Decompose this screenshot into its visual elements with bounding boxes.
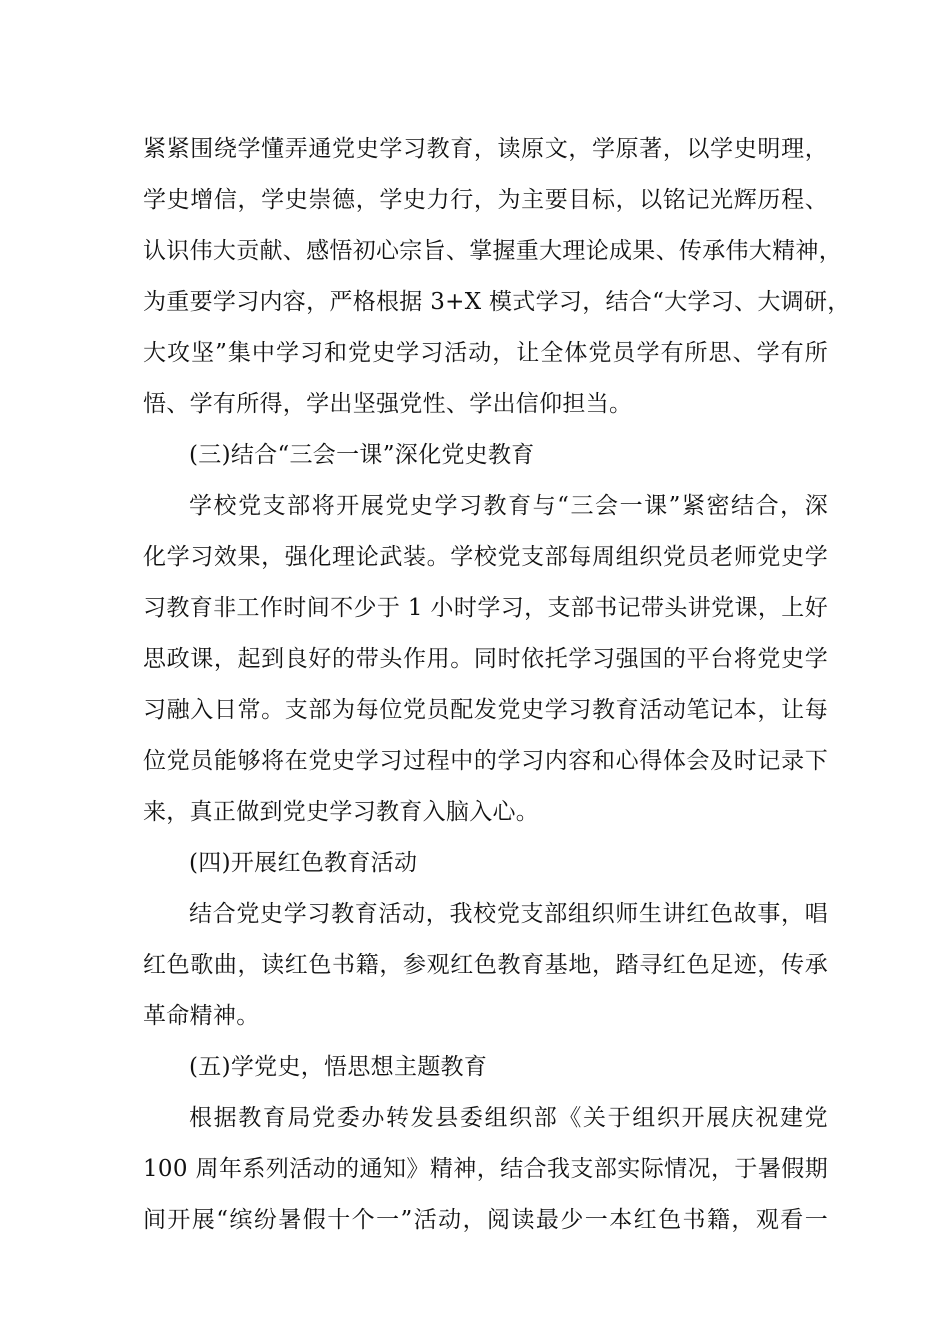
section-heading: (五)学党史，悟思想主题教育 (189, 1054, 488, 1080)
section-heading: (四)开展红色教育活动 (189, 850, 418, 876)
paragraph-line: 学史增信，学史崇德，学史力行，为主要目标，以铭记光辉历程、 (143, 187, 828, 213)
paragraph-line: 100 周年系列活动的通知》精神，结合我支部实际情况，于暑假期 (143, 1156, 828, 1182)
paragraph-line: 习融入日常。支部为每位党员配发党史学习教育活动笔记本，让每 (143, 697, 828, 723)
paragraph-line: 根据教育局党委办转发县委组织部《关于组织开展庆祝建党 (189, 1105, 828, 1131)
paragraph-line: 大攻坚”集中学习和党史学习活动，让全体党员学有所思、学有所 (143, 340, 828, 366)
paragraph-line: 结合党史学习教育活动，我校党支部组织师生讲红色故事，唱 (189, 901, 828, 927)
document-body (143, 128, 851, 1250)
paragraph-line: 化学习效果，强化理论武装。学校党支部每周组织党员老师党史学 (143, 544, 828, 570)
paragraph-line: 习教育非工作时间不少于 1 小时学习，支部书记带头讲党课，上好 (143, 595, 828, 621)
paragraph-line: 红色歌曲，读红色书籍，参观红色教育基地，踏寻红色足迹，传承 (143, 952, 828, 978)
paragraph-line: 间开展“缤纷暑假十个一”活动，阅读最少一本红色书籍，观看一 (143, 1207, 828, 1233)
paragraph-line: 为重要学习内容，严格根据 3+X 模式学习，结合“大学习、大调研， (143, 289, 851, 315)
paragraph-line: 位党员能够将在党史学习过程中的学习内容和心得体会及时记录下 (143, 748, 828, 774)
paragraph-line: 革命精神。 (143, 1003, 260, 1029)
paragraph-line: 悟、学有所得，学出坚强党性、学出信仰担当。 (143, 391, 633, 417)
paragraph-line: 思政课，起到良好的带头作用。同时依托学习强国的平台将党史学 (143, 646, 828, 672)
paragraph-line: 认识伟大贡献、感悟初心宗旨、掌握重大理论成果、传承伟大精神， (143, 238, 842, 264)
paragraph-line: 紧紧围绕学懂弄通党史学习教育，读原文，学原著，以学史明理， (143, 136, 828, 162)
section-heading: (三)结合“三会一课”深化党史教育 (189, 442, 535, 468)
paragraph-line: 学校党支部将开展党史学习教育与“三会一课”紧密结合，深 (189, 493, 828, 519)
paragraph-line: 来，真正做到党史学习教育入脑入心。 (143, 799, 540, 825)
